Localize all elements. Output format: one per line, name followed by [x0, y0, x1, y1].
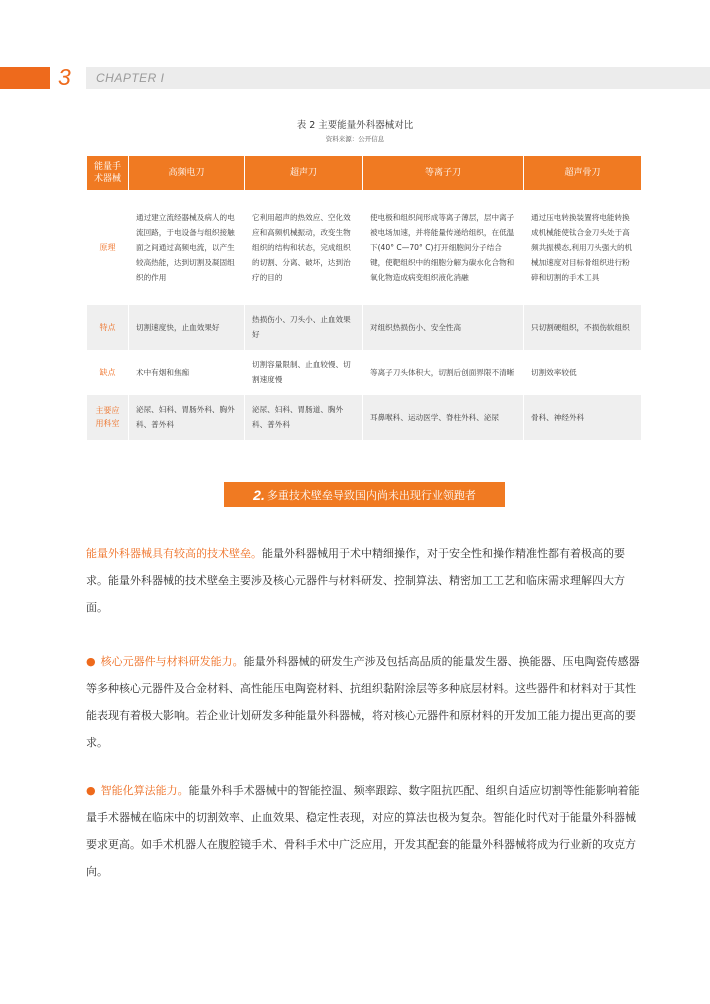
- table-cell: 切割速度快，止血效果好: [129, 305, 245, 350]
- paragraph-core-components: [86, 648, 646, 756]
- paragraph-text: 能量外科器械的研发生产涉及包括高品质的能量发生器、换能器、压电陶瓷传感器等多种核心元器件及合金材料、高性能压电陶瓷材料、抗组织黏附涂层等多种底层材料。这些器件和材料对于其性能表现有着极大影响。若企业计划研发多种能量外科器械，将对核心元器件和原材料的开发加工能力提出更高的要求。: [86, 655, 640, 749]
- table-cell: 切割容量限制、止血较慢、切割速度慢: [245, 350, 363, 395]
- header-band: [86, 67, 710, 89]
- row-header: [87, 305, 129, 350]
- table-cell: 泌尿、妇科、胃肠外科、胸外科、普外科: [129, 395, 245, 440]
- column-header: 超声骨刀: [524, 156, 642, 191]
- corner-header-line: 能量手: [93, 162, 121, 172]
- paragraph-text: 能量外科手术器械中的智能控温、频率跟踪、数字阻抗匹配、组织自适应切割等性能影响着能量手术器械在临床中的切割效率、止血效果、稳定性表现，对应的算法也极为复杂。智能化时代对于能量外科器械要求更高。如手术机器人在腹腔镜手术、骨科手术中广泛应用，开发其配套的能量外科器械将成为行业新的攻克方向。: [86, 784, 640, 878]
- corner-header-line: 术器械: [93, 174, 121, 184]
- table-cell: 通过建立流经器械及病人的电流回路，于电设备与组织接触面之间通过高频电流，以产生较高热能，达到切割及凝固组织的作用: [129, 191, 245, 305]
- column-header: 等离子刀: [363, 156, 524, 191]
- table-corner-header: [87, 156, 129, 191]
- table-cell: 只切割硬组织，不损伤软组织: [524, 305, 642, 350]
- table-cell: 等离子刀头体积大，切割后创面界限不清晰: [363, 350, 524, 395]
- paragraph-lead: 智能化算法能力。: [100, 784, 189, 797]
- paragraph-algorithms: [86, 777, 646, 885]
- header-accent-bar: [0, 67, 50, 89]
- comparison-table: [86, 155, 642, 440]
- table-row: [87, 350, 642, 395]
- table-row: [87, 395, 642, 440]
- table-header-row: [87, 156, 642, 191]
- table-cell: 骨科、神经外科: [524, 395, 642, 440]
- paragraph-text: 能量外科器械用于术中精细操作，对于安全性和操作精准性都有着极高的要求。能量外科器械的技术壁垒主要涉及核心元器件与材料研发、控制算法、精密加工工艺和临床需求理解四大方面。: [86, 547, 625, 614]
- paragraph-lead: 能量外科器械具有较高的技术壁垒。: [86, 547, 262, 560]
- bullet-icon: ●: [86, 784, 96, 797]
- row-header-line: 原理: [99, 243, 116, 253]
- table-row: [87, 191, 642, 305]
- table-cell: 切割效率较低: [524, 350, 642, 395]
- table-cell: 它利用超声的热效应、空化效应和高频机械振动，改变生物组织的结构和状态，完成组织的切割、分离、破坏，达到治疗的目的: [245, 191, 363, 305]
- table-cell: 热损伤小、刀头小、止血效果好: [245, 305, 363, 350]
- table-cell: 泌尿、妇科、胃肠道、胸外科、普外科: [245, 395, 363, 440]
- chapter-number: 3: [58, 64, 71, 90]
- row-header: [87, 350, 129, 395]
- table-cell: 术中有烟和焦痂: [129, 350, 245, 395]
- table-cell: 通过压电转换装置将电能转换成机械能使钛合金刀头处于高频共振模态,利用刀头强大的机械加速度对目标骨组织进行粉碎和切割的手术工具: [524, 191, 642, 305]
- paragraph-technical-barriers: [86, 540, 646, 621]
- bullet-icon: ●: [86, 655, 96, 668]
- row-header: [87, 395, 129, 440]
- table-source: 资料来源：公开信息: [325, 135, 385, 143]
- paragraph-lead: 核心元器件与材料研发能力。: [100, 655, 244, 668]
- row-header-line: 缺点: [99, 367, 116, 377]
- row-header-line: 主要应: [95, 406, 120, 415]
- section-number: 2.: [253, 486, 265, 503]
- table-cell: 使电极和组织间形成等离子薄层，层中离子被电场加速，并将能量传递给组织，在低温下(40° C—70° C)打开细胞间分子结合键，使靶组织中的细胞分解为碳水化合物和氧化物造成病变组织液化消融: [363, 191, 524, 305]
- column-header: 高频电刀: [129, 156, 245, 191]
- row-header: [87, 191, 129, 305]
- table-row: [87, 305, 642, 350]
- row-header-line: 特点: [99, 322, 116, 332]
- section-heading: [224, 482, 505, 507]
- section-title: 多重技术壁垒导致国内尚未出现行业领跑者: [266, 488, 476, 502]
- table-cell: 耳鼻喉科、运动医学、脊柱外科、泌尿: [363, 395, 524, 440]
- column-header: 超声刀: [245, 156, 363, 191]
- chapter-label: CHAPTER I: [96, 71, 165, 85]
- row-header-line: 用科室: [95, 419, 120, 428]
- table-title: 表 2 主要能量外科器械对比: [296, 120, 414, 131]
- table-cell: 对组织热损伤小、安全性高: [363, 305, 524, 350]
